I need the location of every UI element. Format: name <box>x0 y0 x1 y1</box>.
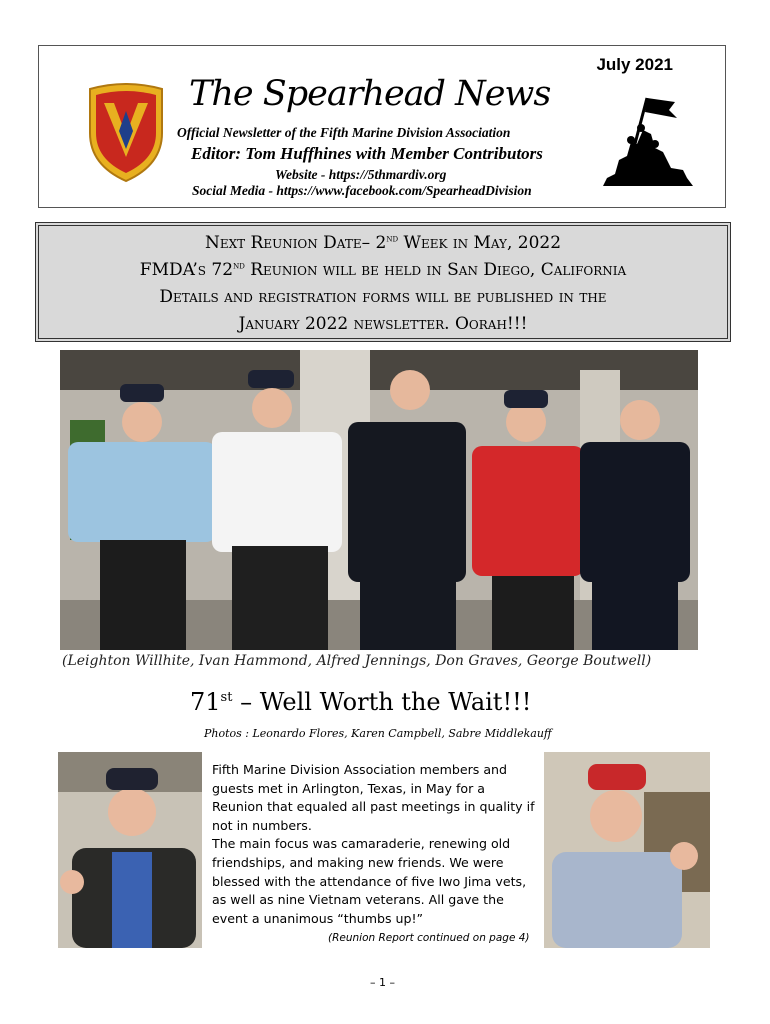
article-body <box>212 761 540 928</box>
banner-line-1: Next Reunion Date– 2nd Week in May, 2022 <box>204 233 562 253</box>
banner-line-3: Details and registration forms will be published in the <box>159 287 607 307</box>
newsletter-subtitle: Official Newsletter of the Fifth Marine Division Association <box>177 125 511 140</box>
iwo-jima-statue-icon <box>597 90 699 190</box>
veteran-thumbs-up-photo-left <box>58 752 202 948</box>
editor-line: Editor: Tom Huffhines with Member Contributors <box>191 144 543 163</box>
article-headline: 71st – Well Worth the Wait!!! <box>190 688 532 716</box>
article-paragraph-2: The main focus was camaraderie, renewing old friendships, and making new friends. We were blessed with the attendance of five Iwo Jima vets, as well as nine Vietnam veterans. All gave the event a unanimous “thumbs up!” <box>212 836 527 926</box>
page-number: – 1 – <box>370 976 395 989</box>
veterans-group-photo <box>60 350 698 650</box>
social-media-link[interactable]: Social Media - https://www.facebook.com/SpearheadDivision <box>192 183 532 198</box>
veteran-thumbs-up-photo-right <box>544 752 710 948</box>
photo-caption: (Leighton Willhite, Ivan Hammond, Alfred Jennings, Don Graves, George Boutwell) <box>62 653 652 669</box>
photo-credits: Photos : Leonardo Flores, Karen Campbell, Sabre Middlekauff <box>204 727 552 740</box>
website-link[interactable]: Website - https://5thmardiv.org <box>275 167 447 182</box>
division-shield-icon <box>86 83 166 183</box>
continued-note: (Reunion Report continued on page 4) <box>328 932 530 944</box>
reunion-announcement <box>35 222 731 342</box>
banner-line-4: January 2022 newsletter. Oorah!!! <box>238 314 528 334</box>
masthead <box>38 45 726 208</box>
newsletter-title: The Spearhead News <box>189 74 551 114</box>
issue-date: July 2021 <box>596 55 673 74</box>
banner-line-2: FMDA’s 72nd Reunion will be held in San Diego, California <box>139 260 627 280</box>
article-paragraph-1: Fifth Marine Division Association members and guests met in Arlington, Texas, in May for a Reunion that equaled all past meetings in quality if not in numbers. <box>212 762 535 833</box>
